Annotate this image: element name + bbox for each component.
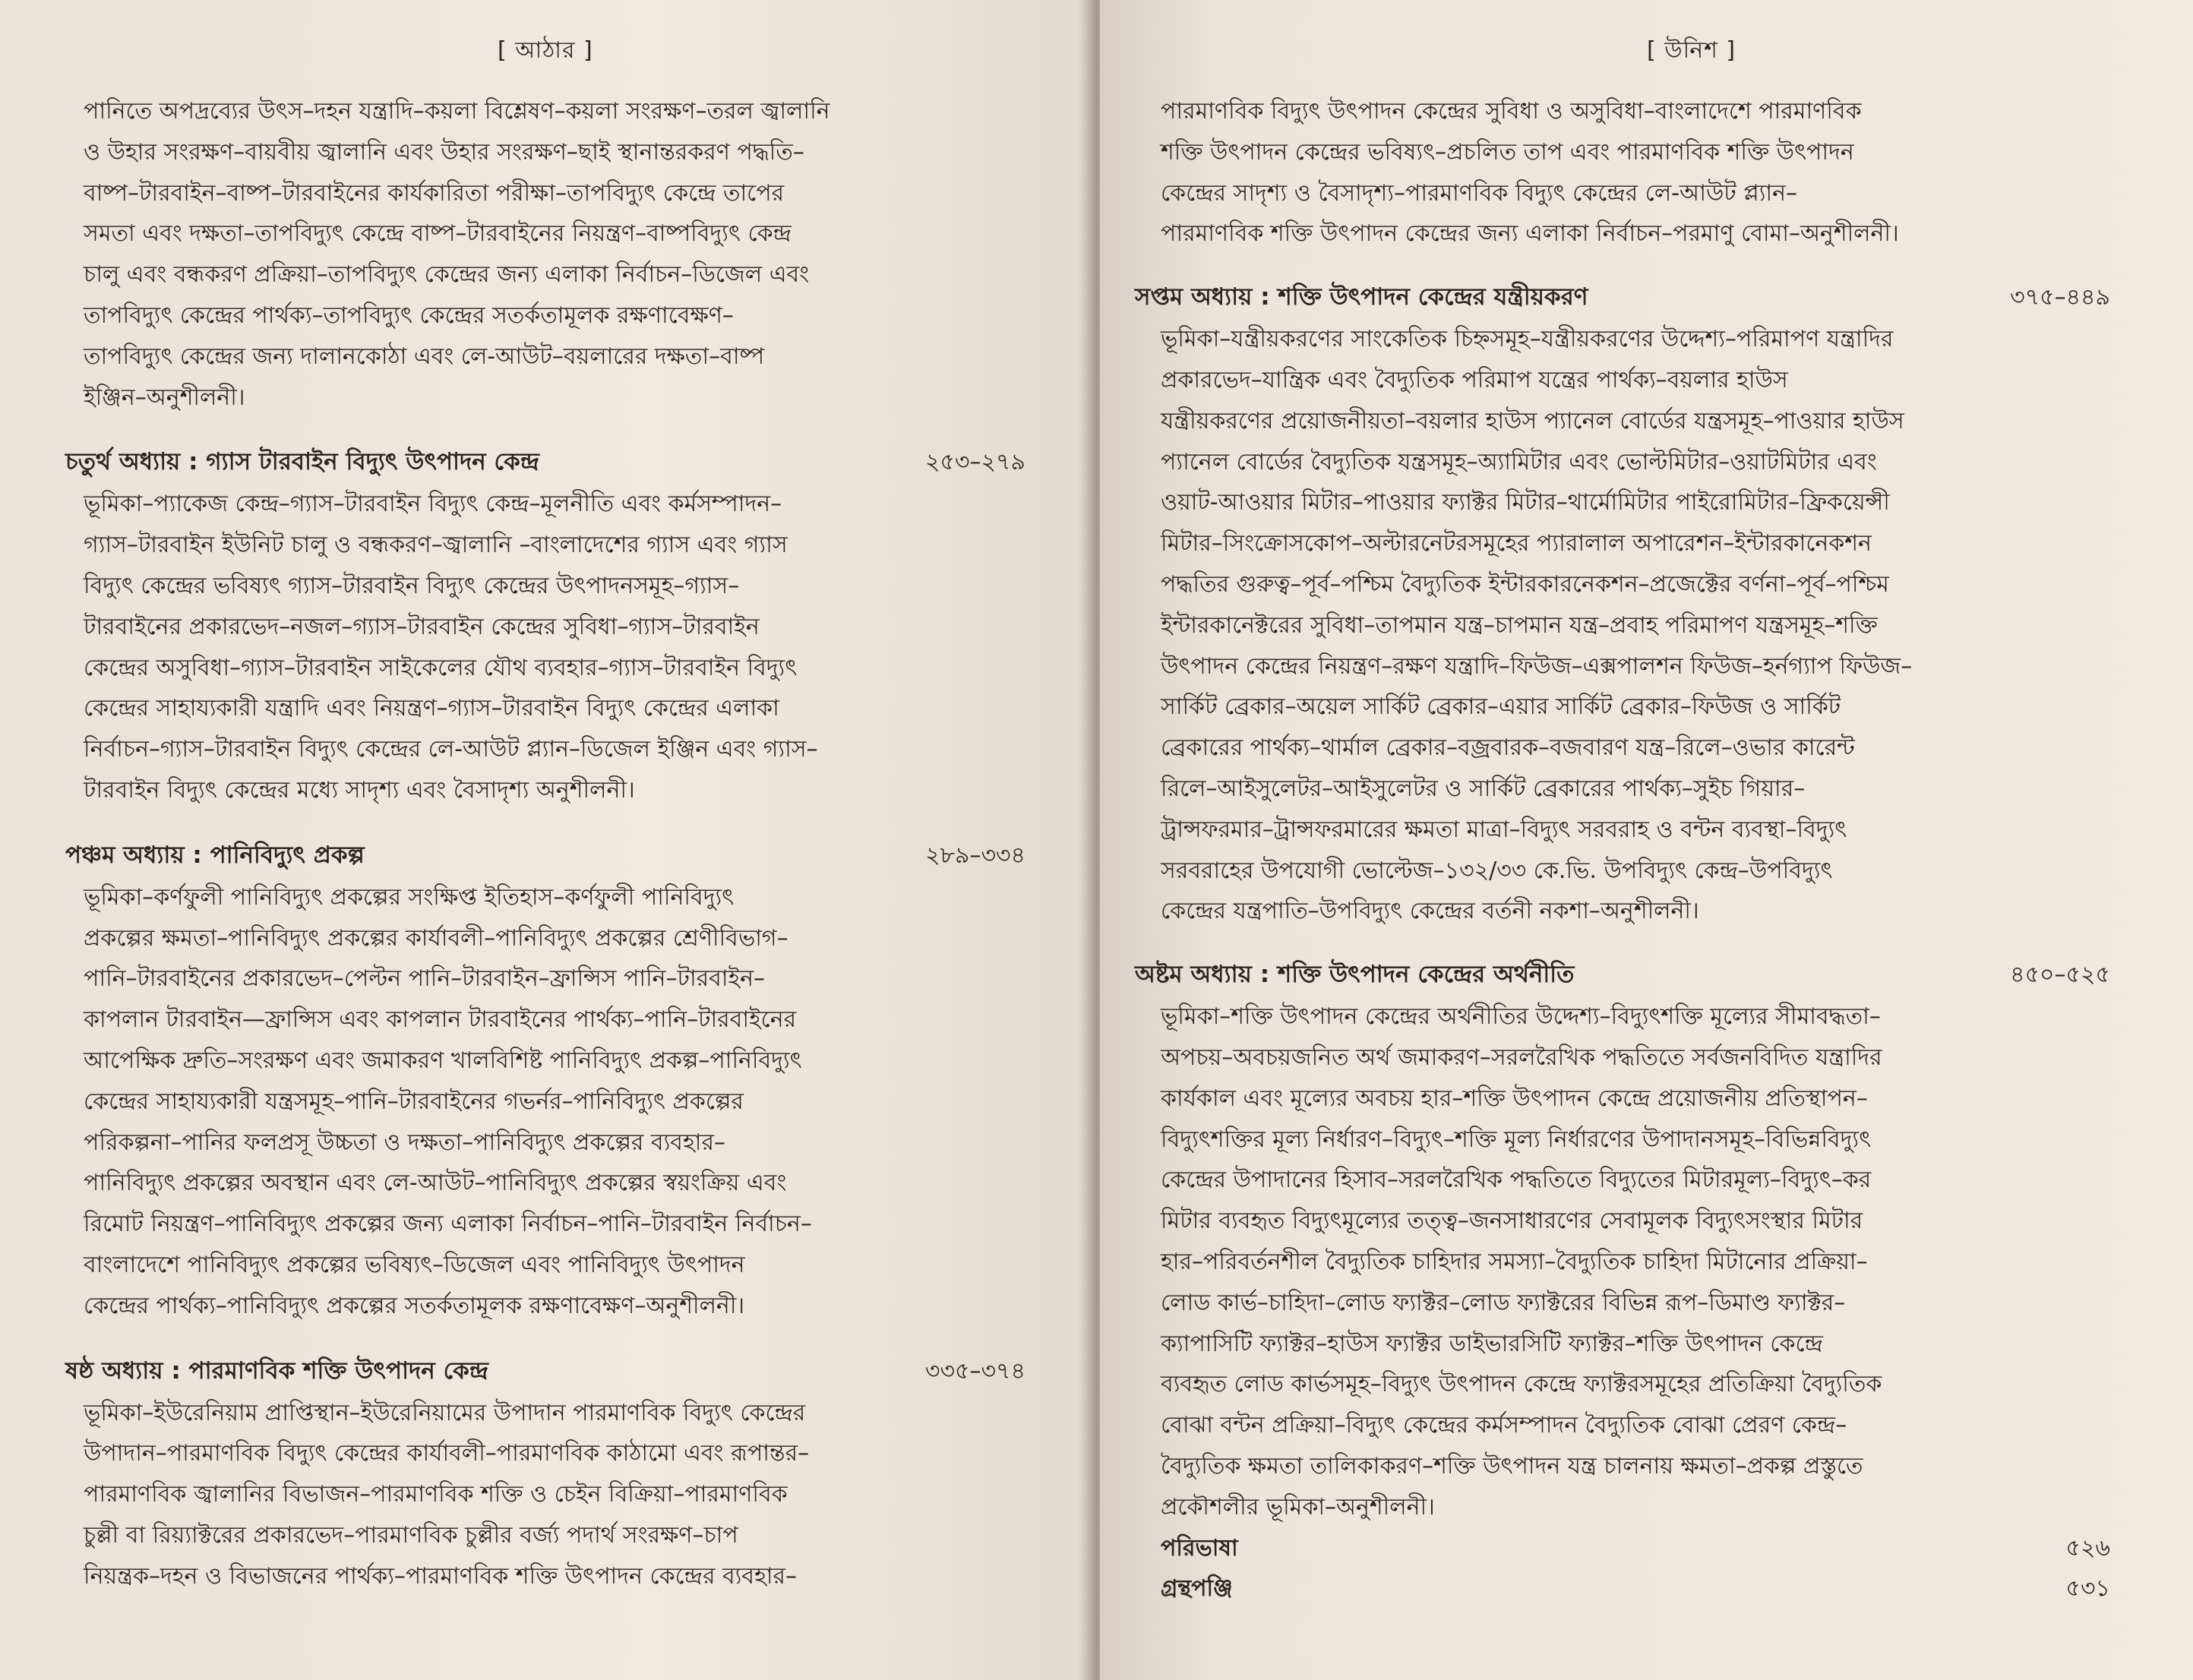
appendix-bibliography-page: ৫৩১ — [2065, 1574, 2110, 1602]
chapter-7-body: ভূমিকা–যন্ত্রীয়করণের সাংকেতিক চিহ্নসমূহ–যন্ত্রীয়করণের উদ্দেশ্য–পরিমাপণ যন্ত্রাদির প্রকারভেদ–যান্ত্রিক এবং বৈদ্যুতিক পরিমাপ যন্ত্রের পার্থক্য–বয়লার হাউস যন্ত্রীয়করণের প্রয়োজনীয়তা–বয়লার হাউস প্যানেল বোর্ডের যন্ত্রসমূহ–পাওয়ার হাউস প্যানেল বোর্ডের বৈদ্যুতিক যন্ত্রসমূহ–অ্যামিটার এবং ভোল্টমিটার–ওয়াটমিটার এবং ওয়াট-আওয়ার মিটার–পাওয়ার ফ্যাক্টর মিটার–থার্মোমিটার পাইরোমিটার–ফ্রিকয়েন্সী মিটার–সিংক্রোসকোপ–অল্টারনেটরসমূহের প্যারালাল অপারেশন–ইন্টারকানেকশন পদ্ধতির গুরুত্ব–পূর্ব–পশ্চিম বৈদ্যুতিক ইন্টারকারনেকশন–প্রজেক্টের বর্ণনা–পূর্ব–পশ্চিম ইন্টারকানেক্টরের সুবিধা–তাপমান যন্ত্র–চাপমান যন্ত্র–প্রবাহ পরিমাপণ যন্ত্রসমূহ–শক্তি উৎপাদন কেন্দ্রের নিয়ন্ত্রণ–রক্ষণ যন্ত্রাদি–ফিউজ–এক্সপালশন ফিউজ–হর্নগ্যাপ ফিউজ– সার্কিট ব্রেকার–অয়েল সার্কিট ব্রেকার–এয়ার সার্কিট ব্রেকার–ফিউজ ও সার্কিট ব্রেকারের পার্থক্য–থার্মাল ব্রেকার–বজ্রবারক–বজবারণ যন্ত্র–রিলে–ওভার কারেন্ট রিলে–আইসুলেটর–আইসুলেটর ও সার্কিট ব্রেকারের পার্থক্য–সুইচ গিয়ার– ট্রান্সফরমার–ট্রান্সফরমারের ক্ষমতা মাত্রা–বিদ্যুৎ সরবরাহ ও বন্টন ব্যবস্থা–বিদ্যুৎ সরবরাহের উপযোগী ভোল্টেজ–১৩২/৩৩ কে.ভি. উপবিদ্যুৎ কেন্দ্র–উপবিদ্যুৎ কেন্দ্রের যন্ত্রপাতি–উপবিদ্যুৎ কেন্দ্রের বর্তনী নকশা–অনুশীলনী। — [1161, 326, 1913, 925]
chapter-5-heading — [65, 834, 1025, 877]
chapter-4-heading — [65, 441, 1025, 484]
left-intro-paragraph: পানিতে অপদ্রব্যের উৎস–দহন যন্ত্রাদি–কয়লা বিশ্লেষণ–কয়লা সংরক্ষণ–তরল জ্বালানি ও উহার সংরক্ষণ–বায়বীয় জ্বালানি এবং উহার সংরক্ষণ–ছাই স্থানান্তরকরণ পদ্ধতি– বাষ্প–টারবাইন–বাষ্প–টারবাইনের কার্যকারিতা পরীক্ষা–তাপবিদ্যুৎ কেন্দ্রে তাপের সমতা এবং দক্ষতা–তাপবিদ্যুৎ কেন্দ্রে বাষ্প–টারবাইনের নিয়ন্ত্রণ–বাষ্পবিদ্যুৎ কেন্দ্র চালু এবং বন্ধকরণ প্রক্রিয়া–তাপবিদ্যুৎ কেন্দ্রের জন্য এলাকা নির্বাচন–ডিজেল এবং তাপবিদ্যুৎ কেন্দ্রের পার্থক্য–তাপবিদ্যুৎ কেন্দ্রের সতর্কতামূলক রক্ষণাবেক্ষণ– তাপবিদ্যুৎ কেন্দ্রের জন্য দালানকোঠা এবং লে-আউট–বয়লারের দক্ষতা–বাষ্প ইঞ্জিন–অনুশীলনী। — [84, 98, 830, 411]
chapter-4-page-range: ২৫৩–২৭৯ — [925, 449, 1025, 476]
appendix-bibliography-title: গ্রন্থপঞ্জি — [1161, 1574, 1233, 1602]
chapter-8-body: ভূমিকা–শক্তি উৎপাদন কেন্দ্রের অর্থনীতির উদ্দেশ্য–বিদ্যুৎশক্তি মূল্যের সীমাবদ্ধতা– অপচয়–অবচয়জনিত অর্থ জমাকরণ–সরলরৈখিক পদ্ধতিতে সর্বজনবিদিত যন্ত্রাদির কার্যকাল এবং মূল্যের অবচয় হার–শক্তি উৎপাদন কেন্দ্রে প্রয়োজনীয় প্রতিস্থাপন– বিদ্যুৎশক্তির মূল্য নির্ধারণ–বিদ্যুৎ–শক্তি মূল্য নির্ধারণের উপাদানসমূহ–বিভিন্নবিদ্যুৎ কেন্দ্রের উপাদানের হিসাব–সরলরৈখিক পদ্ধতিতে বিদ্যুতের মিটারমূল্য–বিদ্যুৎ–কর মিটার ব্যবহৃত বিদ্যুৎমূল্যের তত্ত্ব–জনসাধারণের সেবামূলক বিদ্যুৎসংস্থার মিটার হার–পরিবর্তনশীল বৈদ্যুতিক চাহিদার সমস্যা–বৈদ্যুতিক চাহিদা মিটানোর প্রক্রিয়া– লোড কার্ভ–চাহিদা–লোড ফ্যাক্টর–লোড ফ্যাক্টরের বিভিন্ন রূপ–ডিমাণ্ড ফ্যাক্টর– ক্যাপাসিটি ফ্যাক্টর–হাউস ফ্যাক্টর ডাইভারসিটি ফ্যাক্টর–শক্তি উৎপাদন কেন্দ্রে ব্যবহৃত লোড কার্ভসমূহ–বিদ্যুৎ উৎপাদন কেন্দ্রে ফ্যাক্টরসমূহের প্রতিক্রিয়া বৈদ্যুতিক বোঝা বন্টন প্রক্রিয়া–বিদ্যুৎ কেন্দ্রের কর্মসম্পাদন বৈদ্যুতিক বোঝা প্রেরণ কেন্দ্র– বৈদ্যুতিক ক্ষমতা তালিকাকরণ–শক্তি উৎপাদন যন্ত্র চালনায় ক্ষমতা–প্রকল্প প্রস্তুতে প্রকৌশলীর ভূমিকা–অনুশীলনী। — [1161, 1003, 1882, 1521]
chapter-7-heading — [1135, 276, 2110, 319]
chapter-4-body: ভূমিকা–প্যাকেজ কেন্দ্র–গ্যাস–টারবাইন বিদ্যুৎ কেন্দ্র–মূলনীতি এবং কর্মসম্পাদন– গ্যাস–টারবাইন ইউনিট চালু ও বন্ধকরণ–জ্বালানি –বাংলাদেশের গ্যাস এবং গ্যাস বিদ্যুৎ কেন্দ্রের ভবিষ্যৎ গ্যাস–টারবাইন বিদ্যুৎ কেন্দ্রের উৎপাদনসমূহ–গ্যাস– টারবাইনের প্রকারভেদ–নজল–গ্যাস–টারবাইন কেন্দ্রের সুবিধা–গ্যাস–টারবাইন কেন্দ্রের অসুবিধা–গ্যাস–টারবাইন সাইকেলের যৌথ ব্যবহার–গ্যাস–টারবাইন বিদ্যুৎ কেন্দ্রের সাহায্যকারী যন্ত্রাদি এবং নিয়ন্ত্রণ–গ্যাস–টারবাইন বিদ্যুৎ কেন্দ্রের এলাকা নির্বাচন–গ্যাস–টারবাইন বিদ্যুৎ কেন্দ্রের লে-আউট প্ল্যান–ডিজেল ইঞ্জিন এবং গ্যাস– টারবাইন বিদ্যুৎ কেন্দ্রের মধ্যে সাদৃশ্য এবং বৈসাদৃশ্য অনুশীলনী। — [84, 491, 818, 804]
right-page-header: [ উনিশ ] — [1647, 37, 1736, 64]
appendix-bibliography — [1161, 1568, 2110, 1609]
chapter-6-heading — [65, 1350, 1025, 1393]
chapter-5-page-range: ২৮৯–৩৩৪ — [925, 842, 1025, 869]
appendix-glossary — [1161, 1528, 2110, 1568]
left-page-header: [ আঠার ] — [498, 37, 593, 64]
chapter-5-body: ভূমিকা–কর্ণফুলী পানিবিদ্যুৎ প্রকল্পের সংক্ষিপ্ত ইতিহাস–কর্ণফুলী পানিবিদ্যুৎ প্রকল্পের ক্ষমতা–পানিবিদ্যুৎ প্রকল্পের কার্যাবলী–পানিবিদ্যুৎ প্রকল্পের শ্রেণীবিভাগ– পানি–টারবাইনের প্রকারভেদ–পেল্টন পানি–টারবাইন–ফ্রান্সিস পানি–টারবাইন– কাপলান টারবাইন—ফ্রান্সিস এবং কাপলান টারবাইনের পার্থক্য–পানি–টারবাইনের আপেক্ষিক দ্রুতি–সংরক্ষণ এবং জমাকরণ খালবিশিষ্ট পানিবিদ্যুৎ প্রকল্প–পানিবিদ্যুৎ কেন্দ্রের সাহায্যকারী যন্ত্রসমূহ–পানি–টারবাইনের গভর্নর–পানিবিদ্যুৎ প্রকল্পের পরিকল্পনা–পানির ফলপ্রসূ উচ্চতা ও দক্ষতা–পানিবিদ্যুৎ প্রকল্পের ব্যবহার– পানিবিদ্যুৎ প্রকল্পের অবস্থান এবং লে-আউট–পানিবিদ্যুৎ প্রকল্পের স্বয়ংক্রিয় এবং রিমোট নিয়ন্ত্রণ–পানিবিদ্যুৎ প্রকল্পের জন্য এলাকা নির্বাচন–পানি–টারবাইন নির্বাচন– বাংলাদেশে পানিবিদ্যুৎ প্রকল্পের ভবিষ্যৎ–ডিজেল এবং পানিবিদ্যুৎ উৎপাদন কেন্দ্রের পার্থক্য–পানিবিদ্যুৎ প্রকল্পের সতর্কতামূলক রক্ষণাবেক্ষণ–অনুশীলনী। — [84, 883, 812, 1319]
chapter-6 — [65, 1350, 1025, 1597]
left-page — [0, 0, 1092, 1680]
chapter-8 — [1135, 953, 2110, 1527]
chapter-6-body: ভূমিকা–ইউরেনিয়াম প্রাপ্তিস্থান–ইউরেনিয়ামের উপাদান পারমাণবিক বিদ্যুৎ কেন্দ্রের উপাদান–পারমাণবিক বিদ্যুৎ কেন্দ্রের কার্যাবলী–পারমাণবিক কাঠামো এবং রূপান্তর– পারমাণবিক জ্বালানির বিভাজন–পারমাণবিক শক্তি ও চেইন বিক্রিয়া–পারমাণবিক চুল্লী বা রিয়্যাক্টরের প্রকারভেদ–পারমাণবিক চুল্লীর বর্জ্য পদার্থ সংরক্ষণ–চাপ নিয়ন্ত্রক–দহন ও বিভাজনের পার্থক্য–পারমাণবিক শক্তি উৎপাদন কেন্দ্রের ব্যবহার– — [84, 1399, 810, 1590]
chapter-6-title: ষষ্ঠ অধ্যায় : পারমাণবিক শক্তি উৎপাদন কেন্দ্র — [65, 1356, 488, 1385]
chapter-5 — [65, 834, 1025, 1327]
right-intro-paragraph: পারমাণবিক বিদ্যুৎ উৎপাদন কেন্দ্রের সুবিধা ও অসুবিধা–বাংলাদেশে পারমাণবিক শক্তি উৎপাদন কেন্দ্রের ভবিষ্যৎ–প্রচলিত তাপ এবং পারমাণবিক শক্তি উৎপাদন কেন্দ্রের সাদৃশ্য ও বৈসাদৃশ্য–পারমাণবিক বিদ্যুৎ কেন্দ্রের লে-আউট প্ল্যান– পারমাণবিক শক্তি উৎপাদন কেন্দ্রের জন্য এলাকা নির্বাচন–পরমাণু বোমা–অনুশীলনী। — [1161, 98, 1899, 248]
chapter-8-page-range: ৪৫০–৫২৫ — [2010, 962, 2110, 989]
appendix-glossary-page: ৫২৬ — [2065, 1534, 2110, 1562]
chapter-8-heading — [1135, 953, 2110, 996]
appendix-glossary-title: পরিভাষা — [1161, 1534, 1238, 1562]
right-page — [1100, 0, 2193, 1680]
chapter-7-title: সপ্তম অধ্যায় : শক্তি উৎপাদন কেন্দ্রের যন্ত্রীয়করণ — [1135, 283, 1588, 311]
right-page-content — [1135, 91, 2110, 1609]
chapter-7 — [1135, 276, 2110, 932]
chapter-8-title: অষ্টম অধ্যায় : শক্তি উৎপাদন কেন্দ্রের অর্থনীতি — [1135, 961, 1575, 989]
chapter-4-title: চতুর্থ অধ্যায় : গ্যাস টারবাইন বিদ্যুৎ উৎপাদন কেন্দ্র — [65, 448, 539, 476]
chapter-4 — [65, 441, 1025, 810]
chapter-5-title: পঞ্চম অধ্যায় : পানিবিদ্যুৎ প্রকল্প — [65, 841, 365, 869]
chapter-6-page-range: ৩৩৫–৩৭৪ — [925, 1357, 1025, 1385]
left-page-content — [65, 91, 1025, 1597]
chapter-7-page-range: ৩৭৫–৪৪৯ — [2010, 284, 2110, 311]
